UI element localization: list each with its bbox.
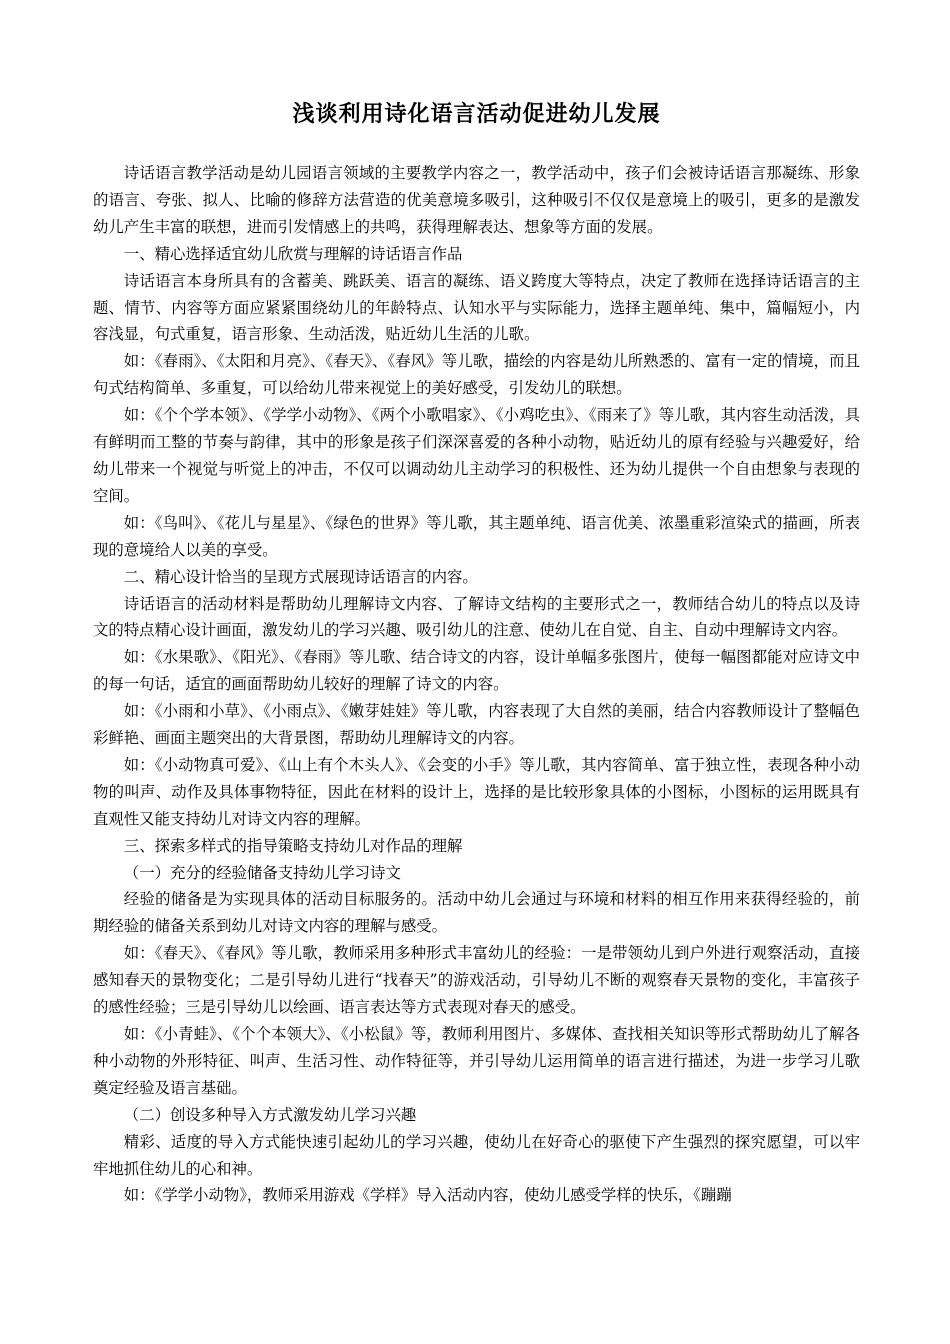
intro-paragraph: 诗话语言教学活动是幼儿园语言领域的主要教学内容之一，教学活动中，孩子们会被诗话语言那凝练、形象的语言、夸张、拟人、比喻的修辞方法营造的优美意境多吸引，这种吸引不仅仅是意境上的吸引，更多的是激发幼儿产生丰富的联想，进而引发情感上的共鸣，获得理解表达、想象等方面的发展。: [93, 164, 860, 236]
example-paragraph: 如：《春天》、《春风》等儿歌，教师采用多种形式丰富幼儿的经验：一是带领幼儿到户外进行观察活动，直接感知春天的景物变化；二是引导幼儿进行“找春天”的游戏活动，引导幼儿不断的观察春天景物的变化，丰富孩子的感性经验；三是引导幼儿以绘画、语言表达等方式表现对春天的感受。: [93, 944, 860, 1017]
body-paragraph: 诗话语言本身所具有的含蓄美、跳跃美、语言的凝练、语义跨度大等特点，决定了教师在选择诗话语言的主题、情节、内容等方面应紧紧围绕幼儿的年龄特点、认知水平与实际能力，选择主题单纯、集中，篇幅短小，内容浅显，句式重复，语言形象、生动活泼，贴近幼儿生活的儿歌。: [93, 271, 860, 344]
example-paragraph: 如：《小雨和小草》、《小雨点》、《嫩芽娃娃》等儿歌，内容表现了大自然的美丽，结合内容教师设计了整幅色彩鲜艳、画面主题突出的大背景图，帮助幼儿理解诗文的内容。: [93, 702, 860, 748]
example-paragraph: 如：《鸟叫》、《花儿与星星》、《绿色的世界》等儿歌，其主题单纯、语言优美、浓墨重彩渲染式的描画，所表现的意境给人以美的享受。: [93, 513, 860, 559]
section-heading-3: 三、探索多样式的指导策略支持幼儿对作品的理解: [123, 836, 463, 855]
subsection-heading-1: （一）充分的经验储备支持幼儿学习诗文: [123, 863, 401, 882]
body-paragraph: 经验的储备是为实现具体的活动目标服务的。活动中幼儿会通过与环境和材料的相互作用来获得经验的，前期经验的储备关系到幼儿对诗文内容的理解与感受。: [93, 890, 860, 936]
document-title: 浅谈利用诗化语言活动促进幼儿发展: [292, 101, 661, 127]
example-paragraph: 如：《春雨》、《太阳和月亮》、《春天》、《春风》等儿歌，描绘的内容是幼儿所熟悉的、富有一定的情境，而且句式结构简单、多重复，可以给幼儿带来视觉上的美好感受，引发幼儿的联想。: [93, 352, 860, 398]
example-paragraph: 如：《水果歌》、《阳光》、《春雨》等儿歌、结合诗文的内容，设计单幅多张图片，使每一幅图都能对应诗文中的每一句话，适宜的画面帮助幼儿较好的理解了诗文的内容。: [93, 648, 860, 694]
section-heading-2: 二、精心设计恰当的呈现方式展现诗话语言的内容。: [123, 567, 478, 586]
example-paragraph: 如：《学学小动物》，教师采用游戏《学样》导入活动内容，使幼儿感受学样的快乐，《蹦蹦: [123, 1186, 732, 1205]
example-paragraph: 如：《小青蛙》、《个个本领大》、《小松鼠》等，教师利用图片、多媒体、查找相关知识等形式帮助幼儿了解各种小动物的外形特征、叫声、生活习性、动作特征等，并引导幼儿运用简单的语言进行描述，为进一步学习儿歌奠定经验及语言基础。: [93, 1025, 860, 1097]
example-paragraph: 如：《小动物真可爱》、《山上有个木头人》、《会变的小手》等儿歌，其内容简单、富于独立性，表现各种小动物的叫声、动作及具体事物特征，因此在材料的设计上，选择的是比较形象具体的小图标，小图标的运用既具有直观性又能支持幼儿对诗文内容的理解。: [93, 755, 860, 828]
section-heading-1: 一、精心选择适宜幼儿欣赏与理解的诗话语言作品: [123, 244, 463, 263]
document-page: [93, 92, 860, 1209]
body-paragraph: 诗话语言的活动材料是帮助幼儿理解诗文内容、了解诗文结构的主要形式之一，教师结合幼儿的特点以及诗文的特点精心设计画面，激发幼儿的学习兴趣、吸引幼儿的注意、使幼儿在自觉、自主、自动中理解诗文内容。: [93, 594, 860, 640]
body-paragraph: 精彩、适度的导入方式能快速引起幼儿的学习兴趣，使幼儿在好奇心的驱使下产生强烈的探究愿望，可以牢牢地抓住幼儿的心和神。: [93, 1132, 860, 1178]
example-paragraph: 如：《个个学本领》、《学学小动物》、《两个小歌唱家》、《小鸡吃虫》、《雨来了》等儿歌，其内容生动活泼，具有鲜明而工整的节奏与韵律，其中的形象是孩子们深深喜爱的各种小动物，贴近幼儿的原有经验与兴趣爱好，给幼儿带来一个视觉与听觉上的冲击，不仅可以调动幼儿主动学习的积极性、还为幼儿提供一个自由想象与表现的空间。: [93, 406, 860, 505]
subsection-heading-2: （二）创设多种导入方式激发幼儿学习兴趣: [123, 1105, 417, 1124]
